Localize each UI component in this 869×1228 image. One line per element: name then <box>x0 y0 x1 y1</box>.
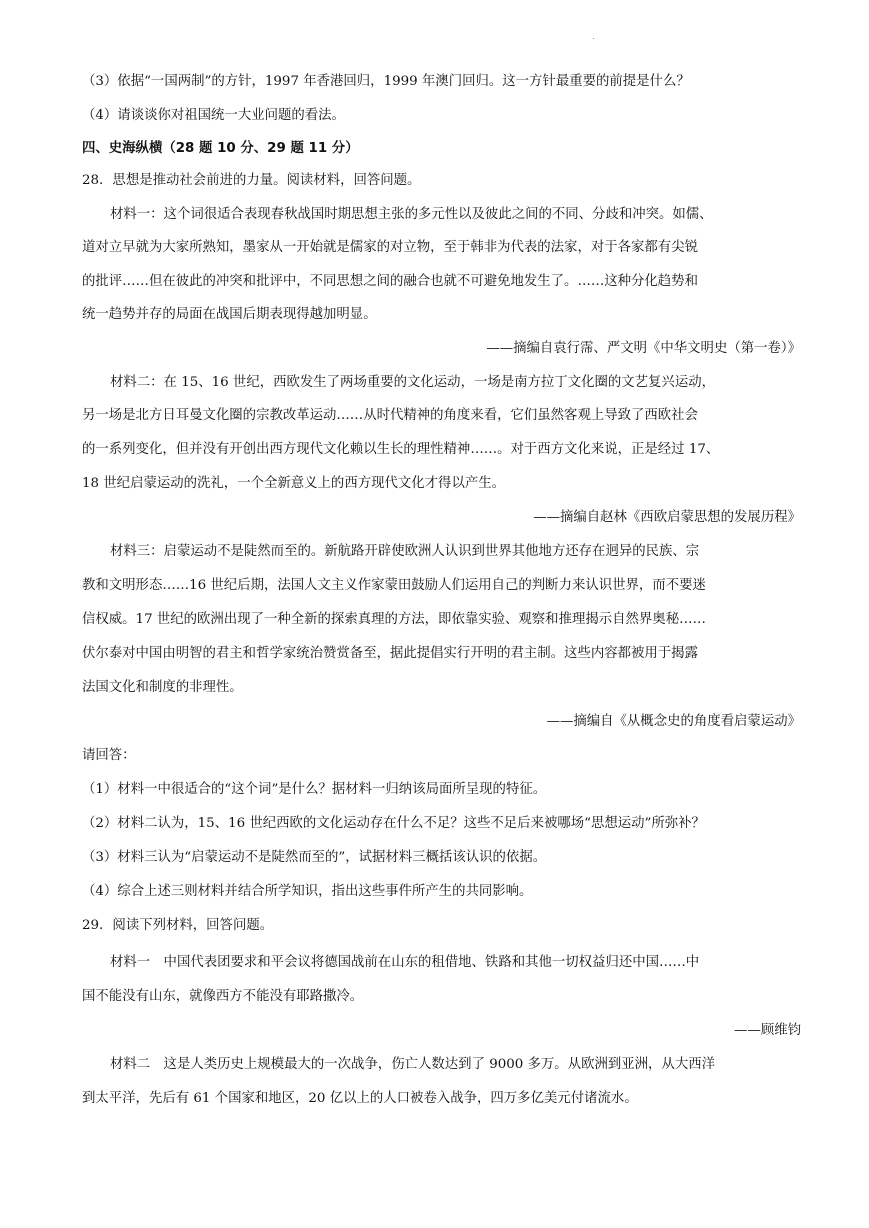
q29-material-1-line: 材料一 中国代表团要求和平会议将德国战前在山东的租借地、铁路和其他一切权益归还中国……中 <box>110 955 700 970</box>
question-29-stem: 29．阅读下列材料，回答问题。 <box>82 918 274 933</box>
material-3-line: 法国文化和制度的非理性。 <box>82 680 243 695</box>
material-2-source: ——摘编自赵林《西欧启蒙思想的发展历程》 <box>533 510 801 525</box>
material-1-line: 材料一：这个词很适合表现春秋战国时期思想主张的多元性以及彼此之间的不同、分歧和冲突。如儒、 <box>110 207 713 222</box>
answer-prompt: 请回答： <box>82 748 136 763</box>
q29-material-2-line: 材料二 这是人类历史上规模最大的一次战争，伤亡人数达到了 9000 多万。从欧洲到亚洲，从大西洋 <box>110 1057 715 1072</box>
material-3-line: 信权威。17 世纪的欧洲出现了一种全新的探索真理的方法，即依靠实验、观察和推理揭示自然界奥秘…… <box>82 612 706 627</box>
material-3-line: 材料三：启蒙运动不是陡然而至的。新航路开辟使欧洲人认识到世界其他地方还存在迥异的民族、宗 <box>110 544 700 559</box>
question-27-3: （3）依据“一国两制”的方针，1997 年香港回归，1999 年澳门回归。这一方针最重要的前提是什么？ <box>82 74 690 89</box>
question-28-3: （3）材料三认为“启蒙运动不是陡然而至的”，试据材料三概括该认识的依据。 <box>82 850 547 865</box>
section-heading: 四、史海纵横（28 题 10 分、29 题 11 分） <box>82 141 359 156</box>
material-1-line: 统一趋势并存的局面在战国后期表现得越加明显。 <box>82 307 377 322</box>
question-28-4: （4）综合上述三则材料并结合所学知识，指出这些事件所产生的共同影响。 <box>82 884 533 899</box>
header-mark: . <box>592 32 595 41</box>
material-1-line: 道对立早就为大家所熟知，墨家从一开始就是儒家的对立物，至于韩非为代表的法家，对于各家都有尖锐 <box>82 240 698 255</box>
question-28-2: （2）材料二认为，15、16 世纪西欧的文化运动存在什么不足？这些不足后来被哪场“思想运动”所弥补？ <box>82 816 705 831</box>
q29-material-1-line: 国不能没有山东，就像西方不能没有耶路撒冷。 <box>82 989 364 1004</box>
material-2-line: 18 世纪启蒙运动的洗礼，一个全新意义上的西方现代文化才得以产生。 <box>82 476 506 491</box>
material-3-line: 伏尔泰对中国由明智的君主和哲学家统治赞赏备至，据此提倡实行开明的君主制。这些内容都被用于揭露 <box>82 646 698 661</box>
material-3-line: 教和文明形态……16 世纪后期，法国人文主义作家蒙田鼓励人们运用自己的判断力来认识世界，而不要迷 <box>82 578 706 593</box>
material-3-source: ——摘编自《从概念史的角度看启蒙运动》 <box>546 714 801 729</box>
material-1-line: 的批评……但在彼此的冲突和批评中，不同思想之间的融合也就不可避免地发生了。……这种分化趋势和 <box>82 274 698 289</box>
material-2-line: 材料二：在 15、16 世纪，西欧发生了两场重要的文化运动，一场是南方拉丁文化圈的文艺复兴运动， <box>110 375 715 390</box>
question-27-4: （4）请谈谈你对祖国统一大业问题的看法。 <box>82 108 345 123</box>
question-28-stem: 28．思想是推动社会前进的力量。阅读材料，回答问题。 <box>82 173 421 188</box>
q29-material-1-source: ——顾维钧 <box>734 1023 801 1038</box>
question-28-1: （1）材料一中很适合的“这个词”是什么？据材料一归纳该局面所呈现的特征。 <box>82 782 547 797</box>
material-1-source: ——摘编自袁行霈、严文明《中华文明史（第一卷）》 <box>486 341 801 356</box>
material-2-line: 另一场是北方日耳曼文化圈的宗教改革运动……从时代精神的角度来看，它们虽然客观上导致了西欧社会 <box>82 408 698 423</box>
q29-material-2-line: 到太平洋，先后有 61 个国家和地区，20 亿以上的人口被卷入战争，四万多亿美元付诸流水。 <box>82 1091 638 1106</box>
material-2-line: 的一系列变化，但并没有开创出西方现代文化赖以生长的理性精神……。对于西方文化来说，正是经过 17、 <box>82 442 720 457</box>
